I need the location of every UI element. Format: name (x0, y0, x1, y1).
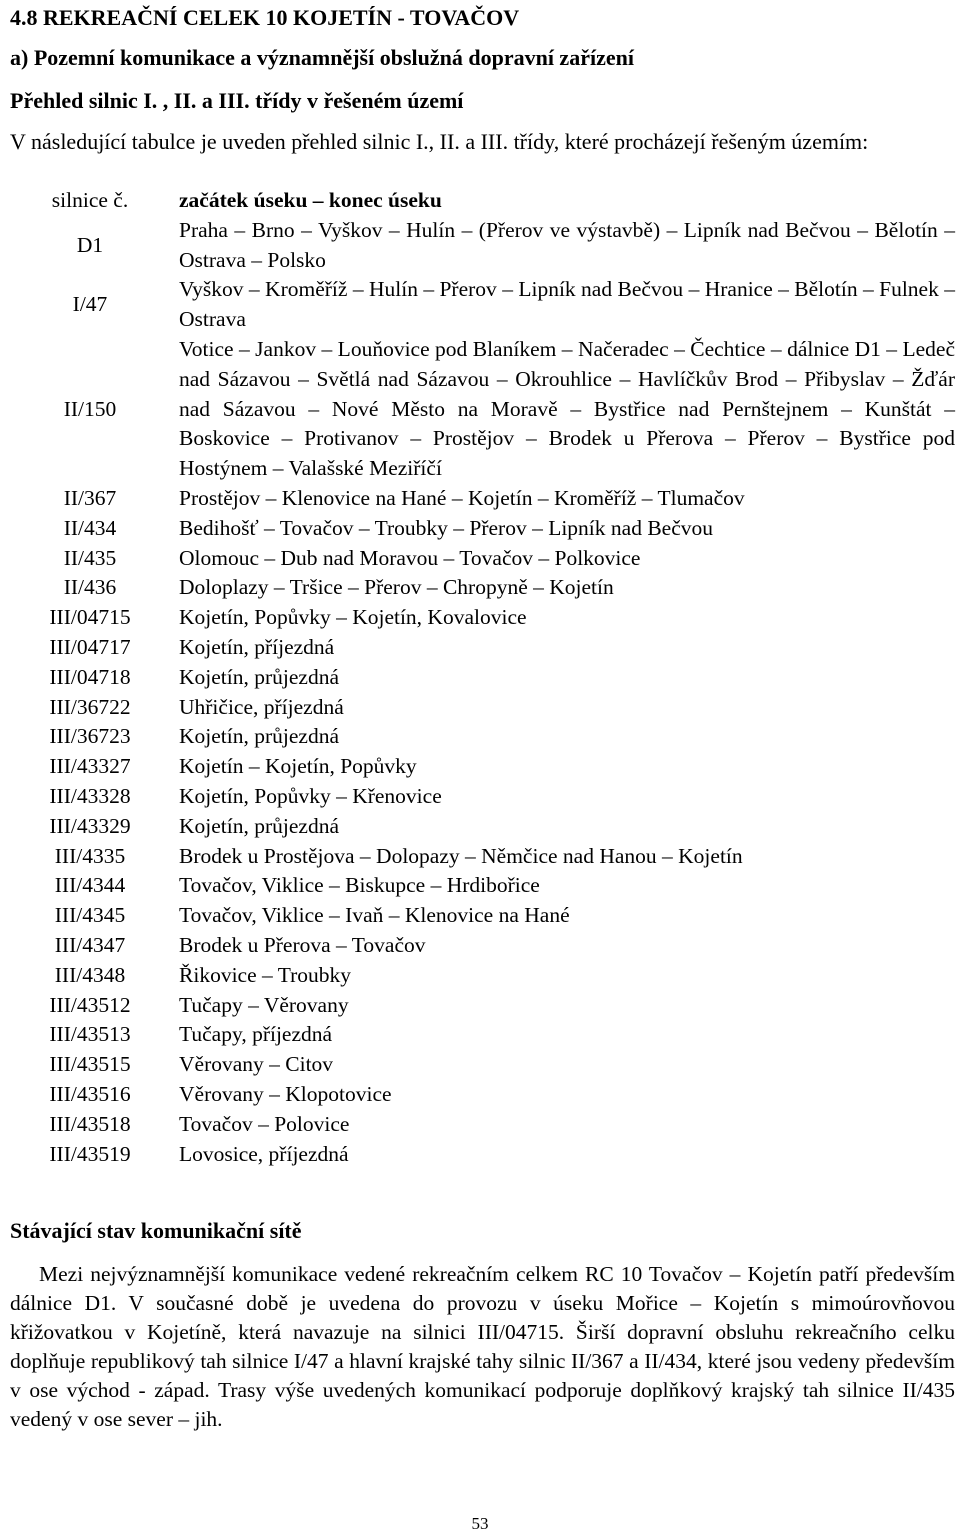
road-route: Kojetín, průjezdná (179, 664, 340, 689)
table-row (29, 1110, 955, 1140)
table-row (29, 842, 955, 872)
table-row (29, 693, 955, 723)
road-route: Votice – Jankov – Louňovice pod Blaníkem – Načeradec – Čechtice – dálnice D1 – Ledeč nad Sázavou – Světlá nad Sázavou – Okrouhlice – Havlíčkův Brod – Přibyslav – Žďár nad Sázavou – Nové Město na Moravě – Bystřice nad Pernštejnem – Kunštát – Boskovice – Protivanov – Prostějov – Brodek u Přerova – Přerov – Bystřice pod Hostýnem – Valašské Meziříčí (179, 336, 955, 481)
road-route: Praha – Brno – Vyškov – Hulín – (Přerov ve výstavbě) – Lipník nad Bečvou – Bělotín – Ostrava – Polsko (179, 217, 955, 272)
road-number: III/36722 (49, 694, 131, 719)
road-number: III/43329 (49, 813, 131, 838)
road-number: III/04718 (49, 664, 131, 689)
table-row (29, 335, 955, 484)
road-number: III/4335 (54, 843, 126, 868)
table-row (29, 812, 955, 842)
table-row (29, 514, 955, 544)
table-row (29, 1050, 955, 1080)
road-number: II/150 (63, 396, 117, 421)
road-number: III/43519 (49, 1141, 131, 1166)
road-route: Kojetín – Kojetín, Popůvky (179, 754, 417, 779)
road-route: Kojetín, průjezdná (179, 724, 340, 749)
status-paragraph: Mezi nejvýznamnější komunikace vedené rekreačním celkem RC 10 Tovačov – Kojetín patří především dálnice D1. V současné době je uvedena do provozu v úseku Mořice – Kojetín s mimoúrovňovou křižovatkou v Kojetíně, která navazuje na silnici III/04715. Širší dopravní obsluhu rekreačního celku doplňuje republikový tah silnice I/47 a hlavní krajské tahy silnic II/367 a II/434, které jsou vedeny především v ose východ - západ. Trasy výše uvedených komunikací podporuje doplňkový krajský tah silnice II/435 vedený v ose sever – jih. (10, 1262, 955, 1431)
road-route: Tučapy, příjezdná (179, 1022, 333, 1047)
road-route: Brodek u Prostějova – Dolopazy – Němčice nad Hanou – Kojetín (179, 843, 743, 868)
road-number: III/43328 (49, 783, 131, 808)
road-number: III/43512 (49, 992, 131, 1017)
table-row (29, 1080, 955, 1110)
road-number: III/04717 (49, 634, 131, 659)
road-number: III/4344 (54, 873, 126, 898)
road-route: Kojetín, průjezdná (179, 813, 340, 838)
road-route: Bedihošť – Tovačov – Troubky – Přerov – Lipník nad Bečvou (179, 515, 714, 540)
road-route: Věrovany – Citov (179, 1052, 334, 1077)
table-row (29, 663, 955, 693)
table-row (29, 931, 955, 961)
road-number: D1 (76, 232, 104, 257)
table-row (29, 216, 955, 276)
page-number: 53 (471, 1514, 489, 1533)
table-row (29, 871, 955, 901)
road-route: Tovačov, Viklice – Biskupce – Hrdibořice (179, 873, 540, 898)
table-row (29, 633, 955, 663)
road-number: III/36723 (49, 724, 131, 749)
table-row (29, 991, 955, 1021)
road-number: II/435 (63, 545, 117, 570)
road-route: Kojetín, Popůvky – Kojetín, Kovalovice (179, 605, 527, 630)
table-title: Přehled silnic I. , II. a III. třídy v řešeném území (10, 88, 464, 113)
subsection-title: a) Pozemní komunikace a významnější obslužná dopravní zařízení (10, 45, 634, 70)
road-number: III/43327 (49, 754, 131, 779)
road-number: III/4348 (54, 962, 126, 987)
road-route: Věrovany – Klopotovice (179, 1081, 392, 1106)
road-route: Řikovice – Troubky (179, 962, 352, 987)
table-row (29, 901, 955, 931)
table-row (29, 275, 955, 335)
road-number: III/43518 (49, 1111, 131, 1136)
table-row (29, 573, 955, 603)
road-route: Brodek u Přerova – Tovačov (179, 932, 426, 957)
table-row (29, 782, 955, 812)
road-route: Lovosice, příjezdná (179, 1141, 349, 1166)
table-row (29, 722, 955, 752)
road-number: III/43513 (49, 1022, 131, 1047)
road-number: II/436 (63, 575, 117, 600)
table-header-row (29, 186, 955, 216)
road-route: Olomouc – Dub nad Moravou – Tovačov – Polkovice (179, 545, 641, 570)
road-route: Tovačov, Viklice – Ivaň – Klenovice na Hané (179, 903, 570, 928)
road-route: Doloplazy – Tršice – Přerov – Chropyně – Kojetín (179, 575, 614, 600)
road-number: III/04715 (49, 605, 131, 630)
road-number: III/43515 (49, 1052, 131, 1077)
table-row (29, 484, 955, 514)
table-row (29, 961, 955, 991)
road-number: II/434 (63, 515, 117, 540)
road-route: Vyškov – Kroměříž – Hulín – Přerov – Lipník nad Bečvou – Hranice – Bělotín – Fulnek – Ostrava (179, 277, 955, 332)
status-heading: Stávající stav komunikační sítě (10, 1218, 302, 1243)
header-road-number: silnice č. (51, 188, 129, 212)
road-route: Uhřičice, příjezdná (179, 694, 344, 719)
road-number: III/4347 (54, 932, 126, 957)
road-number: III/43516 (49, 1081, 131, 1106)
table-row (29, 544, 955, 574)
intro-text: V následující tabulce je uveden přehled silnic I., II. a III. třídy, které procházejí řešeným územím: (10, 129, 869, 154)
road-route: Prostějov – Klenovice na Hané – Kojetín – Kroměříž – Tlumačov (179, 485, 745, 510)
road-route: Tučapy – Věrovany (179, 992, 349, 1017)
road-route: Kojetín, Popůvky – Křenovice (179, 783, 442, 808)
road-number: II/367 (63, 485, 117, 510)
table-row (29, 752, 955, 782)
road-table (29, 186, 955, 1169)
road-route: Kojetín, příjezdná (179, 634, 335, 659)
road-number: I/47 (72, 292, 108, 317)
header-route: začátek úseku – konec úseku (179, 188, 442, 212)
table-row (29, 603, 955, 633)
road-number: III/4345 (54, 903, 126, 928)
table-row (29, 1020, 955, 1050)
table-row (29, 1140, 955, 1170)
section-title: 4.8 REKREAČNÍ CELEK 10 KOJETÍN - TOVAČOV (10, 5, 520, 30)
road-route: Tovačov – Polovice (179, 1111, 350, 1136)
